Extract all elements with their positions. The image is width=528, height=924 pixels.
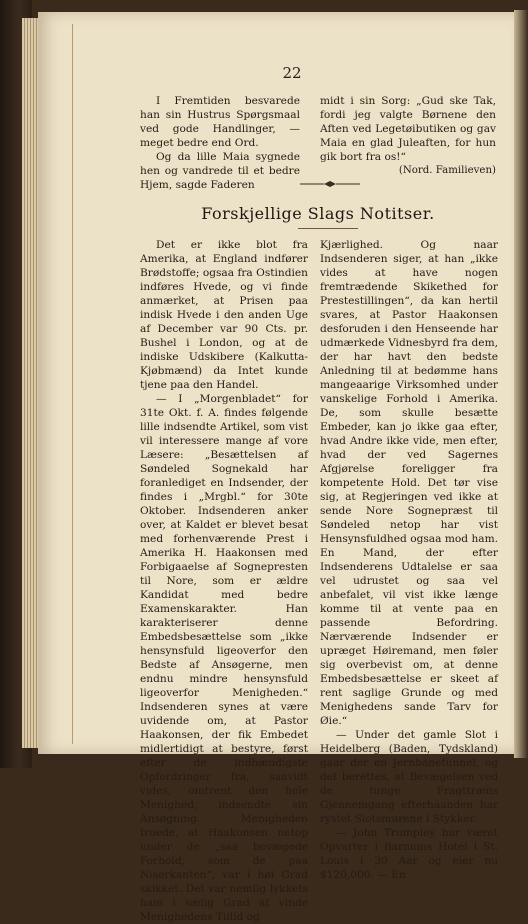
top-right-paragraph: midt i sin Sorg: „Gud ske Tak, fordi jeg valgte Børnene den Aften ved Legetøibutiken og gav Maia en glad Juleaften, for hun gik bort fra os!“: [320, 95, 496, 163]
top-left-column: [140, 94, 300, 192]
divider-ornament-icon: [300, 181, 360, 187]
article-paragraph: Kjærlighed. Og naar Indsenderen siger, at han „ikke vides at have nogen fremtrædende Skikethed for Prestestillingen“, da kan hertil svares, at Pastor Haakonsen desforuden i den Henseende har udmærkede Vidnesbyrd fra dem, der har havt den bedste Anledning til at bedømme hans mangeaarige Virksomhed under vanskelige Forhold i Amerika. De, som skulle besætte Embeder, kan jo ikke gaa efter, hvad Andre ikke vide, men efter, hvad der ved Sagernes Afgjørelse foreligger fra kompetente Hold. Det tør vise sig, at Regjeringen ved ikke at sende Nore Sognepræst til Søndeled netop har vist Hensynsfuldhed ogsaa mod ham. En Mand, der efter Indsenderens Udtalelse er saa vel udrustet og saa vel anbefalet, vil vist ikke længe komme til at vente paa en passende Befordring. Nærværende Indsender er upræget Høiremand, men føler sig overbevist om, at denne Embedsbesættelse er skeet af rent saglige Grunde og med Menighedens sande Tarv for Øie.“: [320, 239, 498, 727]
article-paragraph: — I „Morgenbladet“ for 31te Okt. f. A. findes følgende lille indsendte Artikel, som vist vil interessere mange af vore Læsere: „Besættelsen af Søndeled Sognekald har foranlediget en Indsender, der findes i „Mrgbl.“ for 30te Oktober. Indsenderen anker over, at Kaldet er blevet besat med forhenværende Prest i Amerika H. Haakonsen med Forbigaaelse af Sognepresten til Nore, som er ældre Kandidat med bedre Examenskarakter. Han karakteriserer denne Embedsbesættelse som „ikke hensynsfuld ligeoverfor den Bedste af Ansøgerne, men endnu mindre hensynsfuld ligeoverfor Menigheden.“ Indsenderen synes at være uvidende om, at Pastor Haakonsen, der fik Embedet midlertidigt at bestyre, først efter de indhændigste Opfordringer fra, saavidt vides, omtrent den hele Menighed, indsendte sin Ansøgning. Menigheden troede, at Haakonsen netop under de „saa bevægede Forhold, som de paa Nisørkanten“, var i høi Grad skikket. Det var nemlig lykkets ham i sælig Grad at vinde Menighedens Tillid og: [140, 393, 308, 923]
margin-rule: [72, 24, 73, 744]
right-column: [320, 238, 498, 882]
section-title: Forskjellige Slags Notitser.: [201, 204, 435, 223]
article-paragraph: — Under det gamle Slot i Heidelberg (Baden, Tydskland) gaar der en Jernbanetunnel, og det berettes, at Bevægelsen ved de tunge Fragttræns Gjennemgang efterhaanden har rystet Slotsmurene i Stykker.: [320, 729, 498, 825]
left-column: [140, 238, 308, 924]
top-right-column: [320, 94, 496, 178]
page-number: 22: [282, 64, 302, 82]
article-paragraph: — John Trumpley har været Opvarter i Barnums Hotel i St. Louis i 30 Aar og eier nu $120,000. — En: [320, 827, 498, 881]
page-right-edge: [514, 10, 528, 758]
title-underline: [298, 228, 358, 229]
ornamental-divider: [300, 181, 360, 187]
article-paragraph: Det er ikke blot fra Amerika, at England indfører Brødstoffe; ogsaa fra Ostindien indføres Hvede, og vi finde anmærket, at Prisen paa indisk Hvede i den anden Uge af December var 90 Cts. pr. Bushel i London, og at de indiske Udskibere (Kalkutta-Kjøbmænd) da Intet kunde tjene paa den Handel.: [140, 239, 308, 391]
source-citation: (Nord. Familieven): [398, 165, 496, 176]
top-left-paragraph-2: Og da lille Maia sygnede hen og vandrede til et bedre Hjem, sagde Faderen: [140, 151, 300, 191]
top-left-paragraph-1: I Fremtiden besvarede han sin Hustrus Spørgsmaal ved gode Handlinger, — meget bedre end Ord.: [140, 95, 300, 149]
